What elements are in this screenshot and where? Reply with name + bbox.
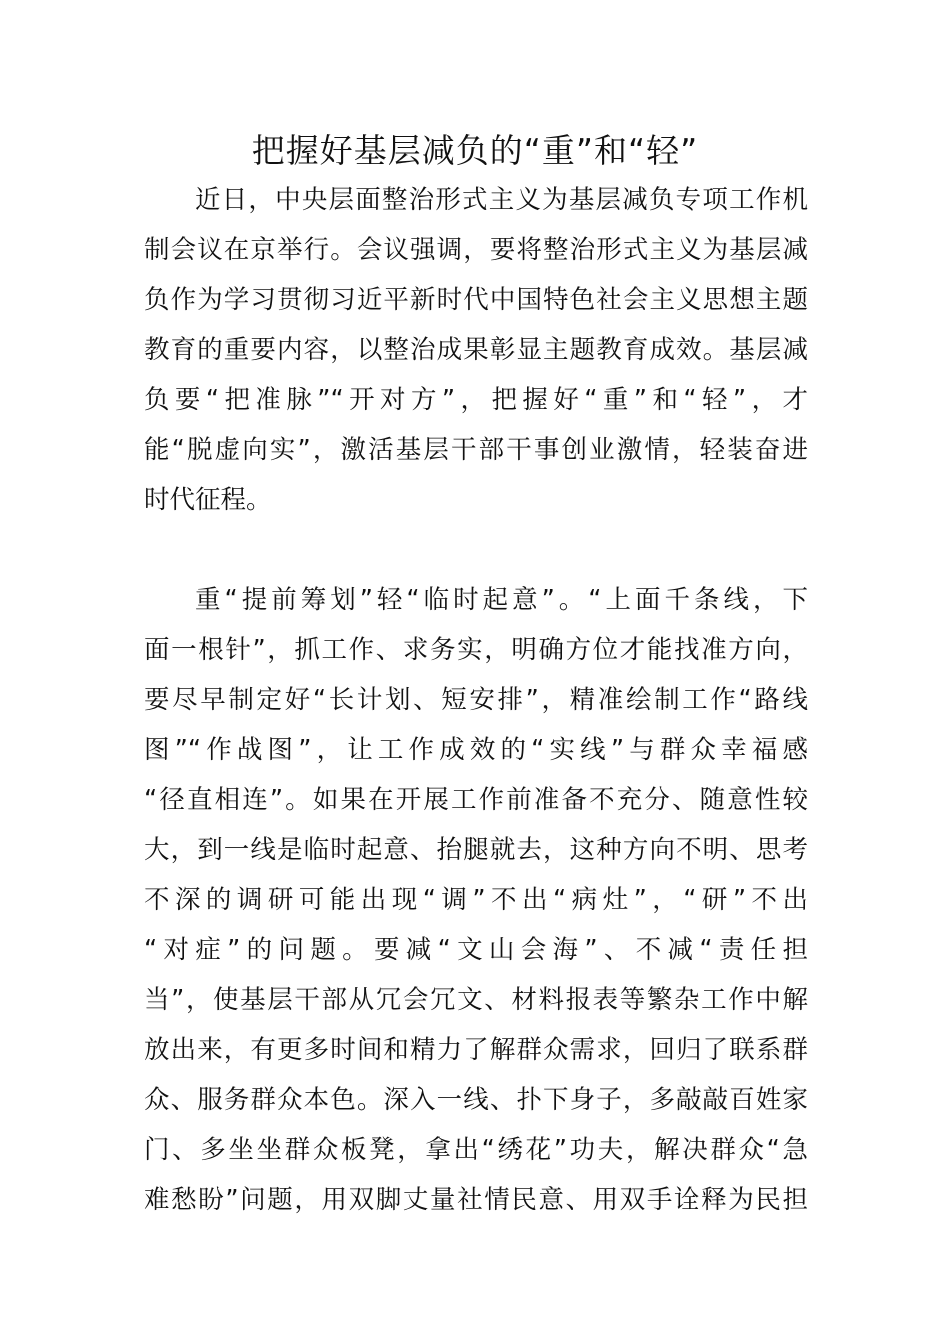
paragraph-1-line: 时代征程。 — [144, 485, 272, 515]
paragraph-2-line: 不深的调研可能出现“调”不出“病灶”，“研”不出 — [144, 885, 808, 915]
paragraph-2-line: 面一根针”，抓工作、求务实，明确方位才能找准方向， — [144, 635, 808, 665]
paragraph-2-line: 当”，使基层干部从冗会冗文、材料报表等繁杂工作中解 — [144, 985, 808, 1015]
paragraph-2-line: 门、多坐坐群众板凳，拿出“绣花”功夫，解决群众“急 — [144, 1135, 808, 1165]
paragraph-2-line: “对症”的问题。要减“文山会海”、不减“责任担 — [144, 935, 808, 965]
paragraph-1-line: 能“脱虚向实”，激活基层干部干事创业激情，轻装奋进 — [144, 435, 808, 465]
paragraph-2-line: 众、服务群众本色。深入一线、扑下身子，多敲敲百姓家 — [144, 1085, 808, 1115]
paragraph-1-line: 负要“把准脉”“开对方”，把握好“重”和“轻”，才 — [144, 385, 808, 415]
paragraph-2-line: 放出来，有更多时间和精力了解群众需求，回归了联系群 — [144, 1035, 808, 1065]
paragraph-2-line: 要尽早制定好“长计划、短安排”，精准绘制工作“路线 — [144, 685, 808, 715]
paragraph-2-line: 图”“作战图”，让工作成效的“实线”与群众幸福感 — [144, 735, 808, 765]
paragraph-1-line: 制会议在京举行。会议强调，要将整治形式主义为基层减 — [144, 235, 808, 265]
paragraph-2-line: 大，到一线是临时起意、抬腿就去，这种方向不明、思考 — [144, 835, 808, 865]
paragraph-2-line: 难愁盼”问题，用双脚丈量社情民意、用双手诠释为民担 — [144, 1185, 808, 1215]
paragraph-1-line: 负作为学习贯彻习近平新时代中国特色社会主义思想主题 — [144, 285, 808, 315]
paragraph-2-line: “径直相连”。如果在开展工作前准备不充分、随意性较 — [144, 785, 808, 815]
document-title: 把握好基层减负的“重”和“轻” — [251, 131, 699, 170]
paragraph-1-line: 教育的重要内容，以整治成果彰显主题教育成效。基层减 — [144, 335, 808, 365]
paragraph-2-line: 重“提前筹划”轻“临时起意”。“上面千条线，下 — [195, 585, 808, 615]
paragraph-1-line: 近日，中央层面整治形式主义为基层减负专项工作机 — [195, 185, 808, 215]
